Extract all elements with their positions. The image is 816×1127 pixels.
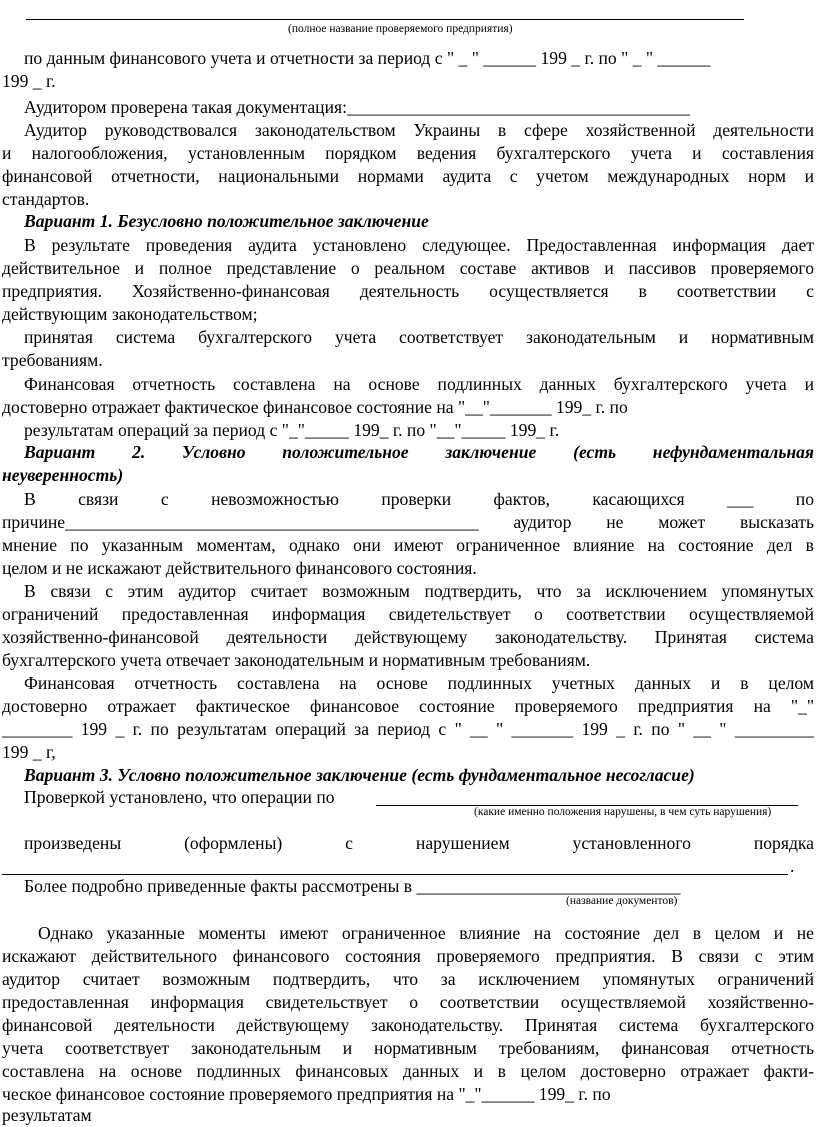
variant-1-heading: Вариант 1. Безусловно положительное заключение [24, 211, 429, 231]
documentation-line: Аудитором проверена такая документация:_______________________________________ [24, 97, 691, 117]
variant-2-heading: Вариант 2. Условно положительное заключение (есть нефундаментальная [24, 442, 814, 462]
variant-2-heading: неуверенность) [2, 465, 124, 485]
variant-3-heading: Вариант 3. Условно положительное заключение (есть фундаментальное несогласие) [24, 765, 695, 785]
legislation-paragraph-line: Аудитор руководствовался законодательством Украины в сфере хозяйственной деятельности [24, 120, 814, 140]
variant-3-line: искажают действительного финансового состояния проверяемого предприятия. В связи с этим [2, 946, 814, 966]
variant-1-line: предприятия. Хозяйственно-финансовая деятельность осуществляется в соответствии с [2, 281, 814, 301]
variant-1-line: результатам операций за период с "_"_____ 199_ г. по "__"_____ 199_ г. [24, 420, 560, 440]
period-line: по данным финансового учета и отчетности за период с " _ " ______ 199 _ г. по " _ " ______ [24, 48, 711, 68]
variant-1-line: требованиям. [2, 350, 103, 370]
variant-2-line: ограничений предоставленная информация свидетельствует о соответствии осуществляемой [2, 604, 814, 624]
variant-2-line: достоверно отражает фактическое финансовое состояние проверяемого предприятия на "_" [2, 696, 814, 716]
variant-2-line: ________ 199 _ г. по результатам операций за период с " __ " _______ 199 _ г. по " __ " _________ [2, 719, 814, 739]
variant-3-line: ческое финансовое состояние проверяемого предприятия на "_"______ 199_ г. по [2, 1084, 611, 1104]
legislation-paragraph-line: финансовой отчетности, национальными нормами аудита с учетом международных норм и [2, 166, 814, 186]
variant-2-line: хозяйственно-финансовой деятельности действующему законодательству. Принятая система [2, 627, 814, 647]
legislation-paragraph-line: стандартов. [2, 189, 90, 209]
variant-3-line: Однако указанные моменты имеют ограниченное влияние на состояние дел в целом и не [38, 923, 814, 943]
legislation-paragraph-line: и налогообложения, установленным порядком ведения бухгалтерского учета и составления [2, 143, 814, 163]
period-line-end: 199 _ г. [2, 71, 56, 91]
variant-1-line: действующим законодательством; [2, 304, 258, 324]
variant-3-line: предоставленная информация свидетельствует о соответствии осуществляемой хозяйственно- [2, 992, 814, 1012]
violation-check-line: Проверкой установлено, что операции по [24, 787, 335, 807]
variant-2-line: В связи с этим аудитор считает возможным подтвердить, что за исключением упомянутых [24, 581, 814, 601]
violation-line: произведены (оформлены) с нарушением установленного порядка [24, 833, 814, 853]
violation-end-period: . [790, 856, 795, 876]
variant-2-line: причине_______________________________________________ аудитор не может высказать [2, 512, 814, 532]
variant-3-line: составлена на основе подлинных финансовых данных и в целом достоверно отражает факти- [2, 1061, 814, 1081]
variant-3-line: финансовой деятельности действующему законодательству. Принятая система бухгалтерского [2, 1015, 814, 1035]
variant-1-line: действительное и полное представление о реальном составе активов и пассивов проверяемого [2, 258, 814, 278]
variant-2-line: целом и не искажают действительного финансового состояния. [2, 558, 477, 578]
variant-1-line: В результате проведения аудита установлено следующее. Предоставленная информация дает [24, 235, 814, 255]
variant-3-line: результатам [2, 1105, 92, 1125]
violation-caption: (какие именно положения нарушены, в чем суть нарушения) [474, 806, 772, 818]
variant-3-line: учета соответствует законодательным и нормативным требованиям, финансовая отчетность [2, 1038, 814, 1058]
variant-1-line: Финансовая отчетность составлена на основе подлинных данных бухгалтерского учета и [24, 374, 814, 394]
variant-2-line: мнение по указанным моментам, однако они имеют ограниченное влияние на состояние дел в [2, 535, 814, 555]
documents-caption: (название документов) [566, 895, 678, 907]
variant-2-line: бухгалтерского учета отвечает законодательным и нормативным требованиям. [2, 650, 591, 670]
variant-3-line: аудитор считает возможным подтвердить, что за исключением упомянутых ограничений [2, 969, 814, 989]
variant-1-line: достоверно отражает фактическое финансовое состояние на "__"_______ 199_ г. по [2, 397, 628, 417]
enterprise-name-caption: (полное название проверяемого предприятия) [288, 23, 513, 35]
variant-1-line: принятая система бухгалтерского учета соответствует законодательным и нормативным [24, 327, 814, 347]
enterprise-name-rule [26, 19, 744, 20]
variant-2-line: 199 _ г, [2, 742, 56, 762]
variant-2-line: Финансовая отчетность составлена на основе подлинных учетных данных и в целом [24, 673, 814, 693]
variant-2-line: В связи с невозможностью проверки фактов, касающихся ___ по [24, 489, 814, 509]
facts-line: Более подробно приведенные факты рассмотрены в ______________________________ [24, 876, 681, 896]
